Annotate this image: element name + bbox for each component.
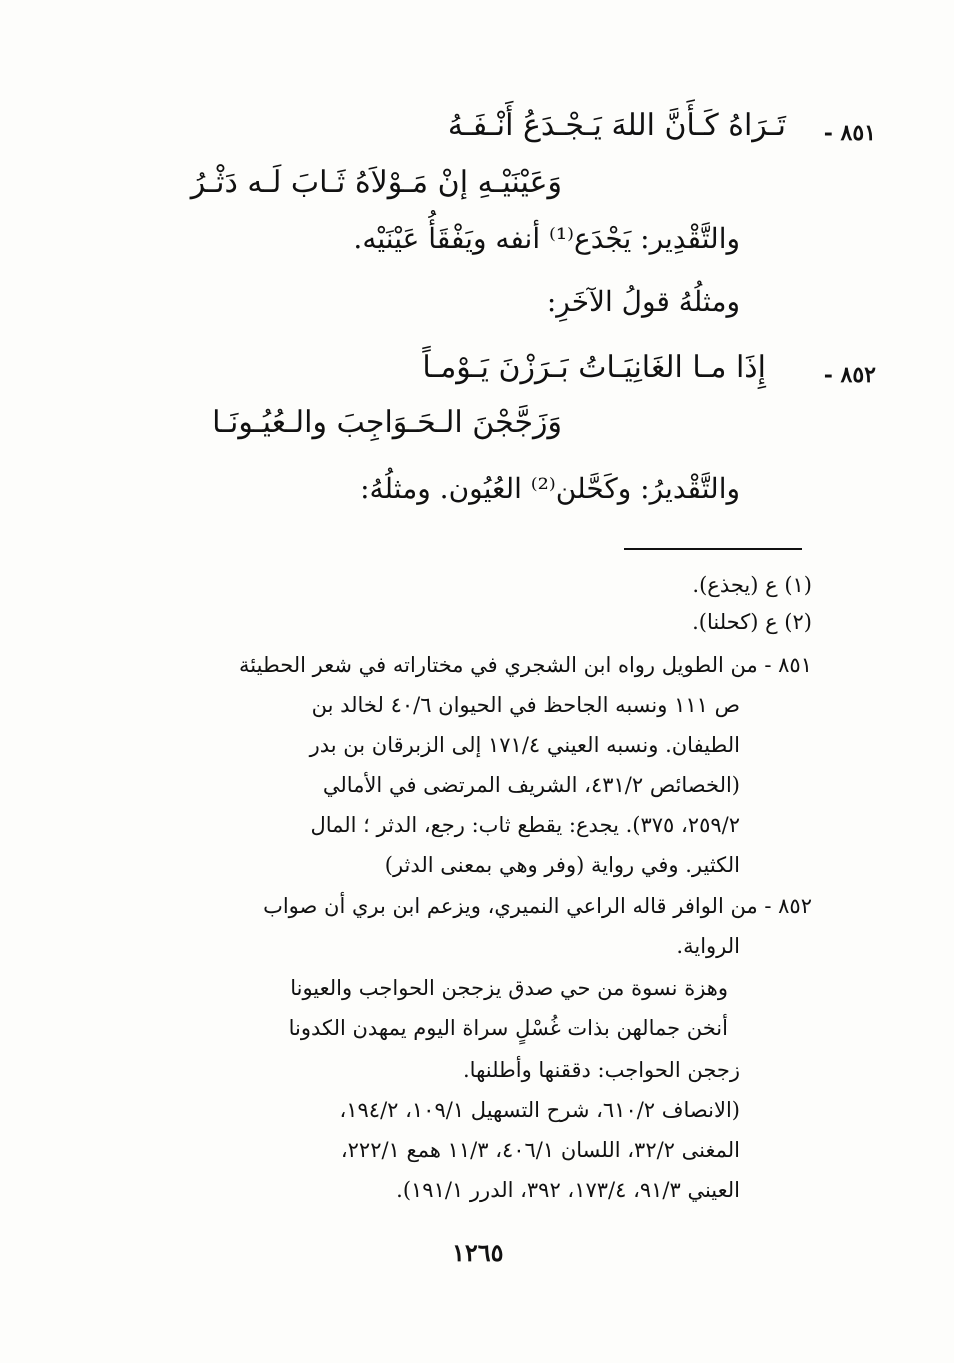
footnote-1: (١) ع (يجذع). — [692, 573, 812, 597]
note-851-line: ص ١١١ ونسبه الجاحظ في الحيوان ٤٠/٦ لخالد بن — [311, 693, 740, 717]
note-851-line: الطيفان. ونسبه العيني ١٧١/٤ إلى الزبرقان بن بدر — [309, 733, 740, 757]
follow-line-851: ومثلُهُ قولُ الآخَرِ: — [546, 285, 740, 318]
verse-852-second-hemistich: وَزَجَّجْنَ الـحَـوَاجِبَ والـعُيُـونَـا — [212, 405, 562, 440]
footnote-2: (٢) ع (كحلنا). — [692, 610, 812, 634]
note-851-line: (الخصائص ٤٣١/٢، الشريف المرتضى في الأمالي — [322, 773, 740, 797]
taqdir-852: والتَّقْديرُ: وكَحَّلن⁽²⁾ العُيُون. ومثلُهُ: — [360, 472, 740, 505]
verse-851-second-hemistich: وَعَيْنَيْـهِ إنْ مَـوْلاَهُ ثَـابَ لَـه دَثْـرُ — [190, 165, 562, 200]
verse-852-first-hemistich: إِذَا مـا الغَانِيَـاتُ بَـرَزْنَ يَـوْمـاً — [422, 350, 766, 385]
entry-number-852: ٨٥٢ - — [823, 362, 876, 388]
note-852-line: (الانصاف ٦١٠/٢، شرح التسهيل ١٠٩/١، ١٩٤/٢، — [339, 1098, 740, 1122]
note-852-line: العيني ٩١/٣، ١٧٣/٤، ٣٩٢، الدرر ١٩١/١). — [396, 1178, 740, 1202]
note-852-line: زججن الحواجب: دققنها وأطلنها. — [463, 1058, 740, 1082]
verse-851-first-hemistich: تَـرَاهُ كَـأَنَّ اللهَ يَـجْـدَعُ أَنْـفَـهُ — [447, 108, 786, 143]
entry-number-851: ٨٥١ - — [823, 120, 876, 146]
note-852-line: الرواية. — [676, 934, 740, 958]
note-852-line: ٨٥٢ - من الوافر قاله الراعي النميري، ويزعم ابن بري أن صواب — [263, 894, 812, 918]
note-851-line: ٨٥١ - من الطويل رواه ابن الشجري في مختاراته في شعر الحطيئة — [239, 653, 812, 677]
note-851-line: الكثير. وفي رواية (وفر وهي بمعنى الدثر) — [384, 853, 740, 877]
page-number: ١٢٦٥ — [452, 1238, 504, 1267]
note-852-poem-line: وهزة نسوة من حي صدق يزججن الحواجب والعيونا — [290, 976, 728, 1000]
footnote-separator — [624, 548, 802, 550]
taqdir-851: والتَّقْدِير: يَجْدَع⁽¹⁾ أنفه ويَفْقَأُ عَيْنَيْه. — [353, 222, 740, 255]
note-851-line: ٢٥٩/٢، ٣٧٥). يجدع: يقطع ثاب: رجع، الدثر ؛ المال — [310, 813, 740, 837]
note-852-line: المغنى ٣٢/٢، اللسان ٤٠٦/١، ١١/٣ همع ٢٢٢/١، — [340, 1138, 740, 1162]
note-852-poem-line: أنخن جمالهن بذات غُسْلٍ سراة اليوم يمهدن الكدونا — [288, 1016, 728, 1040]
